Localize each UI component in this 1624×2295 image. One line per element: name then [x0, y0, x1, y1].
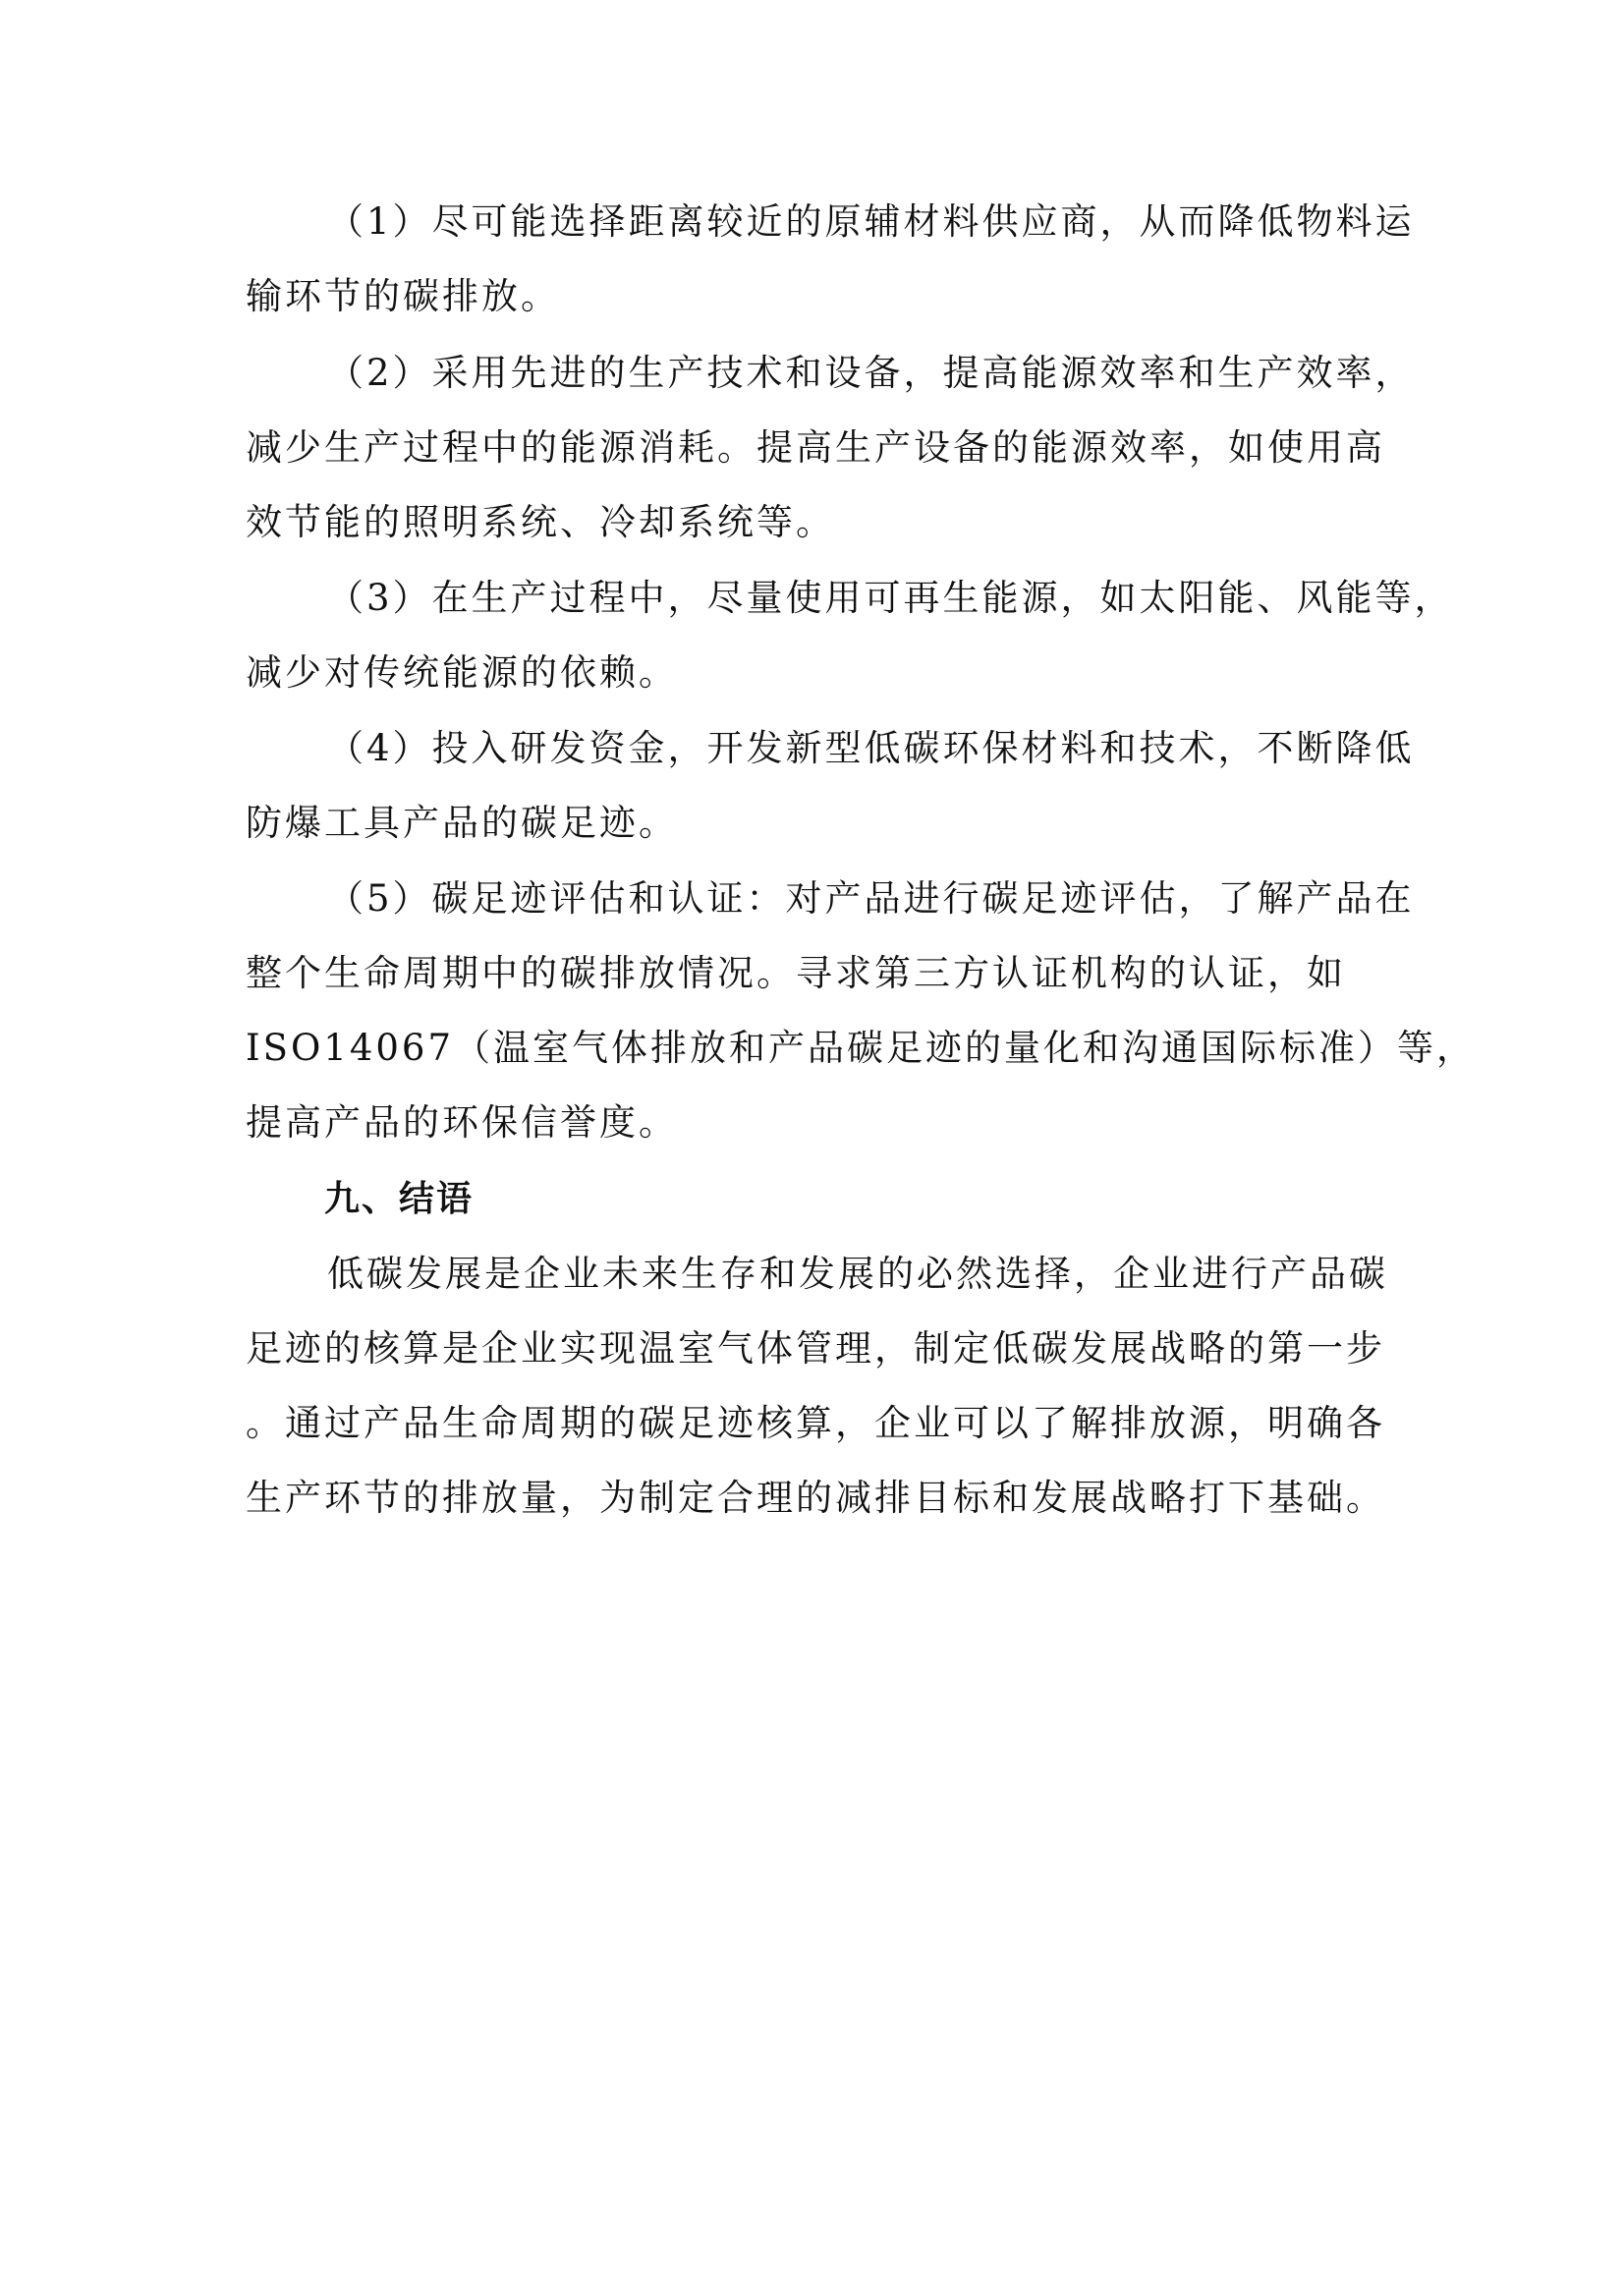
- paragraph-5-line-2: 整个生命周期中的碳排放情况。寻求第三方认证机构的认证，如: [246, 952, 1346, 994]
- paragraph-3-line-2: 减少对传统能源的依赖。: [246, 651, 678, 694]
- paragraph-4-line-2: 防爆工具产品的碳足迹。: [246, 802, 678, 844]
- paragraph-2-line-1: （2）采用先进的生产技术和设备，提高能源效率和生产效率，: [327, 352, 1415, 394]
- paragraph-5-line-3: ISO14067（温室气体排放和产品碳足迹的量化和沟通国际标准）等，: [246, 1027, 1476, 1069]
- paragraph-3-line-1: （3）在生产过程中，尽量使用可再生能源，如太阳能、风能等，: [327, 577, 1454, 619]
- conclusion-line-3: 。通过产品生命周期的碳足迹核算，企业可以了解排放源，明确各: [246, 1402, 1385, 1444]
- paragraph-4-line-1: （4）投入研发资金，开发新型低碳环保材料和技术，不断降低: [327, 727, 1415, 769]
- conclusion-line-2: 足迹的核算是企业实现温室气体管理，制定低碳发展战略的第一步: [246, 1327, 1385, 1370]
- paragraph-5-line-1: （5）碳足迹评估和认证：对产品进行碳足迹评估，了解产品在: [327, 877, 1415, 920]
- section-heading: 九、结语: [324, 1178, 475, 1219]
- paragraph-2-line-3: 效节能的照明系统、冷却系统等。: [246, 501, 835, 543]
- paragraph-1-line-1: （1）尽可能选择距离较近的原辅材料供应商，从而降低物料运: [327, 200, 1415, 243]
- paragraph-5-line-4: 提高产品的环保信誉度。: [246, 1101, 678, 1144]
- paragraph-1-line-2: 输环节的碳排放。: [246, 275, 560, 317]
- conclusion-line-4: 生产环节的排放量，为制定合理的减排目标和发展战略打下基础。: [246, 1477, 1385, 1519]
- paragraph-2-line-2: 减少生产过程中的能源消耗。提高生产设备的能源效率，如使用高: [246, 426, 1385, 469]
- conclusion-line-1: 低碳发展是企业未来生存和发展的必然选择，企业进行产品碳: [327, 1253, 1388, 1295]
